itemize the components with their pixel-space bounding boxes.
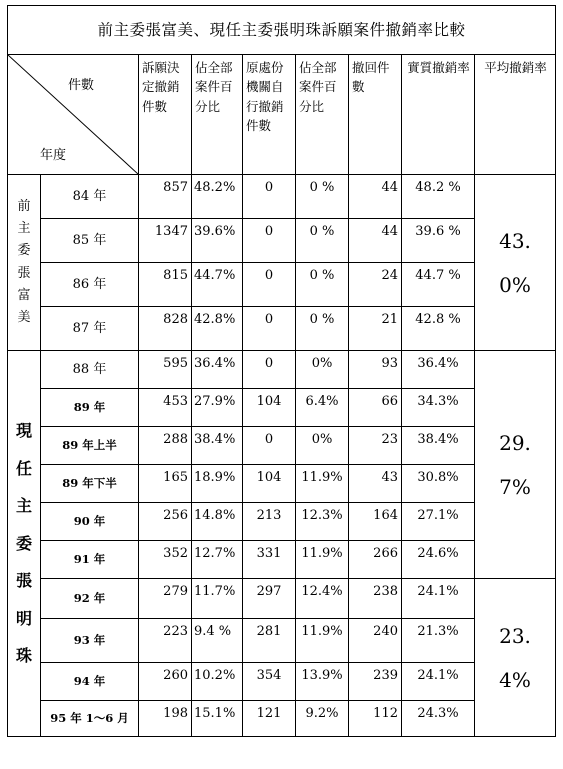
cell-withdrawn: 238 <box>349 579 402 619</box>
table-row <box>8 219 556 263</box>
cell-self-revoked-pct: 0% <box>296 351 349 389</box>
cell-actual-rate: 27.1% <box>402 503 475 541</box>
cell-withdrawn: 23 <box>349 427 402 465</box>
cell-withdrawn: 43 <box>349 465 402 503</box>
average-value: 29.7% <box>499 430 531 499</box>
table-row <box>8 465 556 503</box>
cell-withdrawn: 44 <box>349 219 402 263</box>
year-cell: 89 年 <box>41 389 139 427</box>
cell-self-revoked-pct: 0 % <box>296 263 349 307</box>
average-rate-current-2 <box>475 579 556 737</box>
cell-self-revoked-pct: 0 % <box>296 219 349 263</box>
cell-revoked: 815 <box>139 263 192 307</box>
table-row <box>8 701 556 737</box>
cell-self-revoked: 0 <box>243 307 296 351</box>
cell-withdrawn: 66 <box>349 389 402 427</box>
cell-self-revoked: 213 <box>243 503 296 541</box>
cell-self-revoked-pct: 11.9% <box>296 619 349 663</box>
cell-revoked-pct: 18.9% <box>192 465 243 503</box>
header-year-label: 年度 <box>40 148 67 163</box>
cell-withdrawn: 44 <box>349 175 402 219</box>
cell-self-revoked-pct: 6.4% <box>296 389 349 427</box>
group-name: 前主委張富美 <box>17 199 31 325</box>
cell-revoked-pct: 39.6% <box>192 219 243 263</box>
cell-revoked: 352 <box>139 541 192 579</box>
cell-self-revoked-pct: 11.9% <box>296 465 349 503</box>
document-page <box>7 5 555 737</box>
cell-actual-rate: 34.3% <box>402 389 475 427</box>
cell-self-revoked-pct: 0 % <box>296 175 349 219</box>
cell-self-revoked-pct: 0% <box>296 427 349 465</box>
table-row <box>8 579 556 619</box>
cell-self-revoked-pct: 12.4% <box>296 579 349 619</box>
cell-self-revoked: 121 <box>243 701 296 737</box>
cell-self-revoked: 297 <box>243 579 296 619</box>
cell-withdrawn: 93 <box>349 351 402 389</box>
cell-self-revoked: 104 <box>243 389 296 427</box>
cell-actual-rate: 42.8 % <box>402 307 475 351</box>
table-row <box>8 351 556 389</box>
year-cell: 95 年 1～6 月 <box>41 701 139 737</box>
cell-self-revoked-pct: 13.9% <box>296 663 349 701</box>
cell-self-revoked: 0 <box>243 263 296 307</box>
cell-revoked: 279 <box>139 579 192 619</box>
cell-actual-rate: 21.3% <box>402 619 475 663</box>
cell-actual-rate: 38.4% <box>402 427 475 465</box>
year-cell: 85 年 <box>41 219 139 263</box>
cell-actual-rate: 24.6% <box>402 541 475 579</box>
year-cell: 94 年 <box>41 663 139 701</box>
cell-revoked: 256 <box>139 503 192 541</box>
year-cell: 93 年 <box>41 619 139 663</box>
cell-withdrawn: 239 <box>349 663 402 701</box>
diagonal-line <box>8 55 138 174</box>
cell-revoked-pct: 12.7% <box>192 541 243 579</box>
cell-actual-rate: 30.8% <box>402 465 475 503</box>
cell-revoked: 828 <box>139 307 192 351</box>
cell-actual-rate: 48.2 % <box>402 175 475 219</box>
cell-withdrawn: 164 <box>349 503 402 541</box>
year-cell: 92 年 <box>41 579 139 619</box>
average-value: 23.4% <box>499 623 531 692</box>
table-row <box>8 307 556 351</box>
table-row <box>8 503 556 541</box>
cell-revoked: 453 <box>139 389 192 427</box>
cell-actual-rate: 24.1% <box>402 663 475 701</box>
year-cell: 88 年 <box>41 351 139 389</box>
cell-revoked-pct: 42.8% <box>192 307 243 351</box>
cell-revoked: 1347 <box>139 219 192 263</box>
average-value: 43.0% <box>499 228 531 297</box>
cell-self-revoked: 0 <box>243 219 296 263</box>
cell-withdrawn: 266 <box>349 541 402 579</box>
cell-self-revoked-pct: 11.9% <box>296 541 349 579</box>
cell-revoked-pct: 27.9% <box>192 389 243 427</box>
cell-revoked-pct: 38.4% <box>192 427 243 465</box>
cell-revoked: 223 <box>139 619 192 663</box>
cell-revoked: 595 <box>139 351 192 389</box>
cell-self-revoked: 0 <box>243 427 296 465</box>
cell-revoked-pct: 48.2% <box>192 175 243 219</box>
table-row <box>8 389 556 427</box>
cell-revoked-pct: 14.8% <box>192 503 243 541</box>
year-cell: 86 年 <box>41 263 139 307</box>
cell-revoked-pct: 36.4% <box>192 351 243 389</box>
cell-self-revoked: 0 <box>243 351 296 389</box>
cell-self-revoked: 331 <box>243 541 296 579</box>
header-self-revoked-percent: 佔全部案件百分比 <box>296 55 349 175</box>
year-cell: 87 年 <box>41 307 139 351</box>
average-rate-former <box>475 175 556 351</box>
cell-self-revoked-pct: 9.2% <box>296 701 349 737</box>
cell-self-revoked: 0 <box>243 175 296 219</box>
group-label-former <box>8 175 41 351</box>
header-self-revoked-count: 原處份機關自行撤銷件數 <box>243 55 296 175</box>
table-row <box>8 619 556 663</box>
cell-actual-rate: 24.1% <box>402 579 475 619</box>
header-withdrawn-count: 撤回件數 <box>349 55 402 175</box>
table-row <box>8 663 556 701</box>
cell-self-revoked: 354 <box>243 663 296 701</box>
year-cell: 90 年 <box>41 503 139 541</box>
cell-revoked: 260 <box>139 663 192 701</box>
cell-withdrawn: 240 <box>349 619 402 663</box>
cell-revoked-pct: 15.1% <box>192 701 243 737</box>
header-actual-rate: 實質撤銷率 <box>402 55 475 175</box>
cell-actual-rate: 39.6 % <box>402 219 475 263</box>
header-revoked-percent: 佔全部案件百分比 <box>192 55 243 175</box>
table-row <box>8 175 556 219</box>
cell-actual-rate: 36.4% <box>402 351 475 389</box>
table-row <box>8 263 556 307</box>
cell-revoked-pct: 11.7% <box>192 579 243 619</box>
cell-withdrawn: 112 <box>349 701 402 737</box>
cell-self-revoked-pct: 12.3% <box>296 503 349 541</box>
average-rate-current-1 <box>475 351 556 579</box>
cell-revoked: 198 <box>139 701 192 737</box>
year-cell: 89 年上半 <box>41 427 139 465</box>
table-row <box>8 541 556 579</box>
diagonal-header-cell <box>8 55 139 175</box>
cell-revoked: 288 <box>139 427 192 465</box>
year-cell: 91 年 <box>41 541 139 579</box>
cell-withdrawn: 24 <box>349 263 402 307</box>
cell-revoked: 857 <box>139 175 192 219</box>
table-title: 前主委張富美、現任主委張明珠訴願案件撤銷率比較 <box>8 6 556 55</box>
cell-revoked-pct: 9.4 % <box>192 619 243 663</box>
cell-self-revoked-pct: 0 % <box>296 307 349 351</box>
year-cell: 89 年下半 <box>41 465 139 503</box>
header-average-rate: 平均撤銷率 <box>475 55 556 175</box>
header-row <box>8 55 556 175</box>
header-revoked-count: 訴願決定撤銷件數 <box>139 55 192 175</box>
cell-revoked: 165 <box>139 465 192 503</box>
cell-revoked-pct: 44.7% <box>192 263 243 307</box>
cell-revoked-pct: 10.2% <box>192 663 243 701</box>
cell-actual-rate: 44.7 % <box>402 263 475 307</box>
cell-self-revoked: 104 <box>243 465 296 503</box>
table-row <box>8 427 556 465</box>
cell-actual-rate: 24.3% <box>402 701 475 737</box>
group-label-current <box>8 351 41 737</box>
group-name: 現任主委張明珠 <box>15 420 32 666</box>
cell-withdrawn: 21 <box>349 307 402 351</box>
header-count-label: 件數 <box>68 78 95 93</box>
comparison-table <box>7 5 556 737</box>
year-cell: 84 年 <box>41 175 139 219</box>
cell-self-revoked: 281 <box>243 619 296 663</box>
